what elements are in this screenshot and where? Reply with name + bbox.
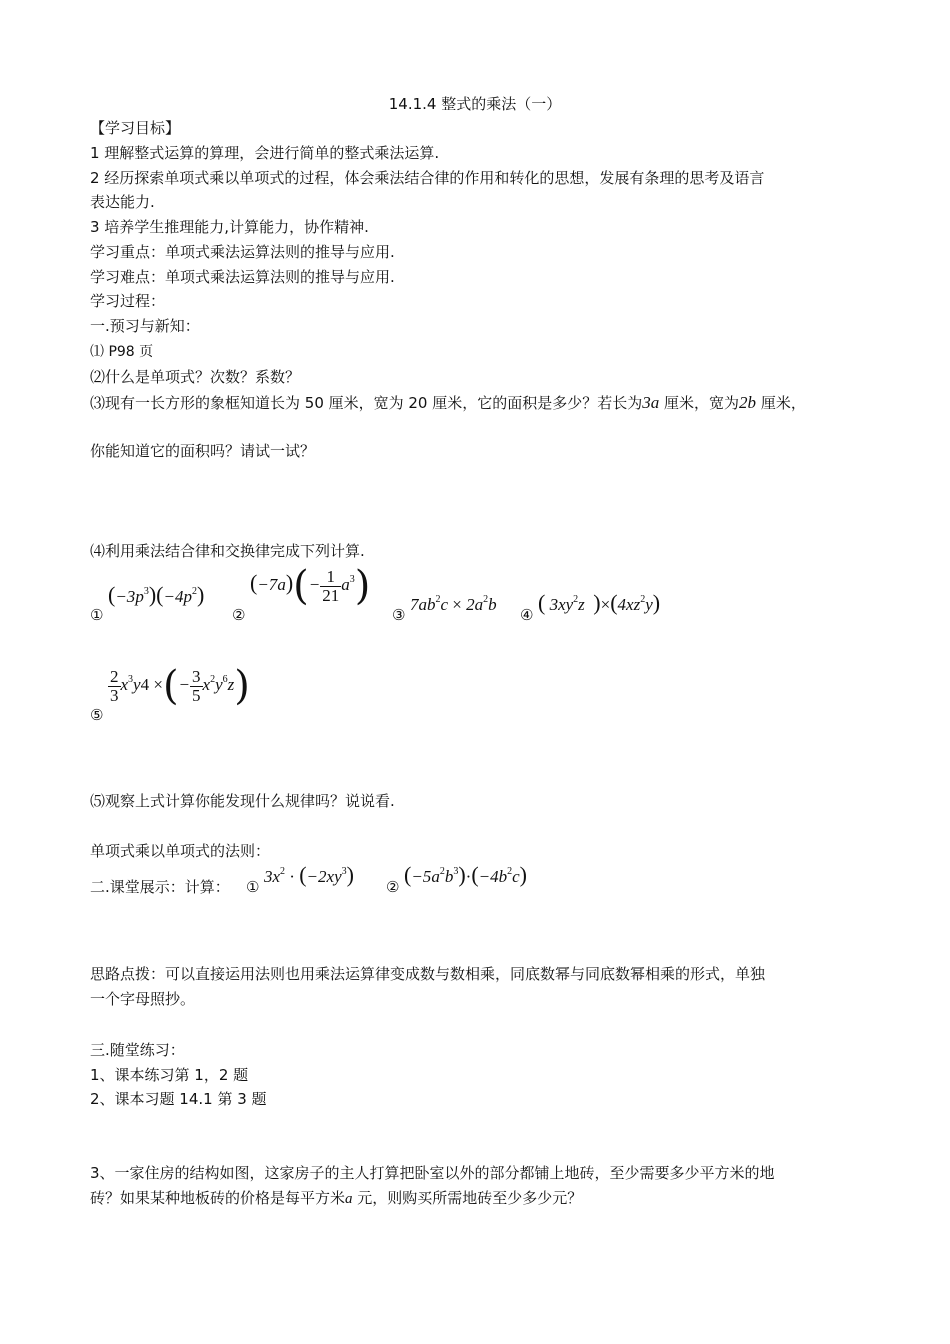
objective-1: 1 理解整式运算的算理，会进行简单的整式乘法运算. (90, 144, 440, 162)
price-var: a (345, 1191, 353, 1207)
exercise-2: 2、课本习题 14.1 第 3 题 (90, 1090, 267, 1108)
difficulty: 学习难点：单项式乘法运算法则的推导与应用. (90, 268, 395, 286)
question-3-text-a: ⑶现有一长方形的象框知道长为 50 厘米，宽为 20 厘米，它的面积是多少？若长为 (90, 394, 643, 412)
exercise-1: 1、课本练习第 1，2 题 (90, 1066, 249, 1084)
rule-heading: 单项式乘以单项式的法则： (90, 842, 271, 860)
expr-6: $3x^2 \cdot (-2xy^3)$ (264, 862, 354, 887)
marker-2b: ② (386, 878, 400, 896)
objective-2-cont: 表达能力. (90, 193, 155, 211)
hint-line-1: 思路点拨：可以直接运用法则也用乘法运算律变成数与数相乘，同底数幂与同底数幂相乘的形式，单独 (90, 965, 766, 983)
question-3-text-b: 厘米，宽为 (664, 394, 740, 412)
expr-1: $(-3p^3)(-4p^2)$ (108, 582, 205, 607)
exercise-3-text-b: 砖？如果某种地板砖的价格是每平方米 (90, 1189, 346, 1207)
exercise-3-text-c: 元，则购买所需地砖至少多少元？ (357, 1189, 583, 1207)
marker-2: ② (232, 606, 246, 624)
marker-3: ③ (392, 606, 406, 624)
marker-1: ① (90, 606, 104, 624)
process-heading: 学习过程： (90, 292, 166, 310)
hint-line-2: 一个字母照抄。 (90, 990, 196, 1008)
exercise-3-line-1: 3、一家住房的结构如图，这家房子的主人打算把卧室以外的部分都铺上地砖，至少需要多少平方米的地 (90, 1164, 775, 1182)
marker-5: ⑤ (90, 706, 104, 724)
question-3-text-c: 厘米， (760, 394, 806, 412)
width-var: 2b (739, 393, 757, 412)
section2-heading: 二.课堂展示：计算： (90, 878, 230, 896)
exercise-3-line-2 (90, 1187, 582, 1210)
expr-5: $\frac{2}{3}$ $x^3y4$ ×(− $\frac{3}{5}$ $x^2y^6z$) (110, 663, 250, 709)
key-point: 学习重点：单项式乘法运算法则的推导与应用. (90, 243, 395, 261)
question-1: ⑴ P98 页 (90, 344, 154, 360)
marker-1b: ① (246, 878, 260, 896)
marker-4: ④ (520, 606, 534, 624)
question-3-line (90, 392, 806, 414)
objective-3: 3 培养学生推理能力,计算能力，协作精神. (90, 218, 369, 236)
expr-3: $7ab^2c \times 2a^2b$ (410, 594, 497, 614)
question-2: ⑵什么是单项式？次数？系数？ (90, 368, 301, 386)
objective-2: 2 经历探索单项式乘以单项式的过程，体会乘法结合律的作用和转化的思想，发展有条理的思考及语言 (90, 169, 765, 187)
section3-heading: 三.随堂练习： (90, 1041, 185, 1059)
expr-4: ( $3xy^2z$ )$\times(4xz^2y)$ (538, 590, 661, 615)
expr-2: (−7a)(− $\frac{1}{21}$ $a^3$) (250, 563, 371, 609)
page-title: 14.1.4 整式的乘法（一） (388, 95, 562, 113)
question-3-cont: 你能知道它的面积吗？请试一试？ (90, 442, 316, 460)
expr-7: $(-5a^2b^3)\cdot(-4b^2c)$ (404, 862, 527, 887)
question-5: ⑸观察上式计算你能发现什么规律吗？说说看. (90, 792, 395, 810)
objectives-heading: 【学习目标】 (90, 119, 181, 137)
length-var: 3a (642, 393, 660, 412)
question-4: ⑷利用乘法结合律和交换律完成下列计算. (90, 542, 365, 560)
section1-heading: 一.预习与新知： (90, 317, 200, 335)
